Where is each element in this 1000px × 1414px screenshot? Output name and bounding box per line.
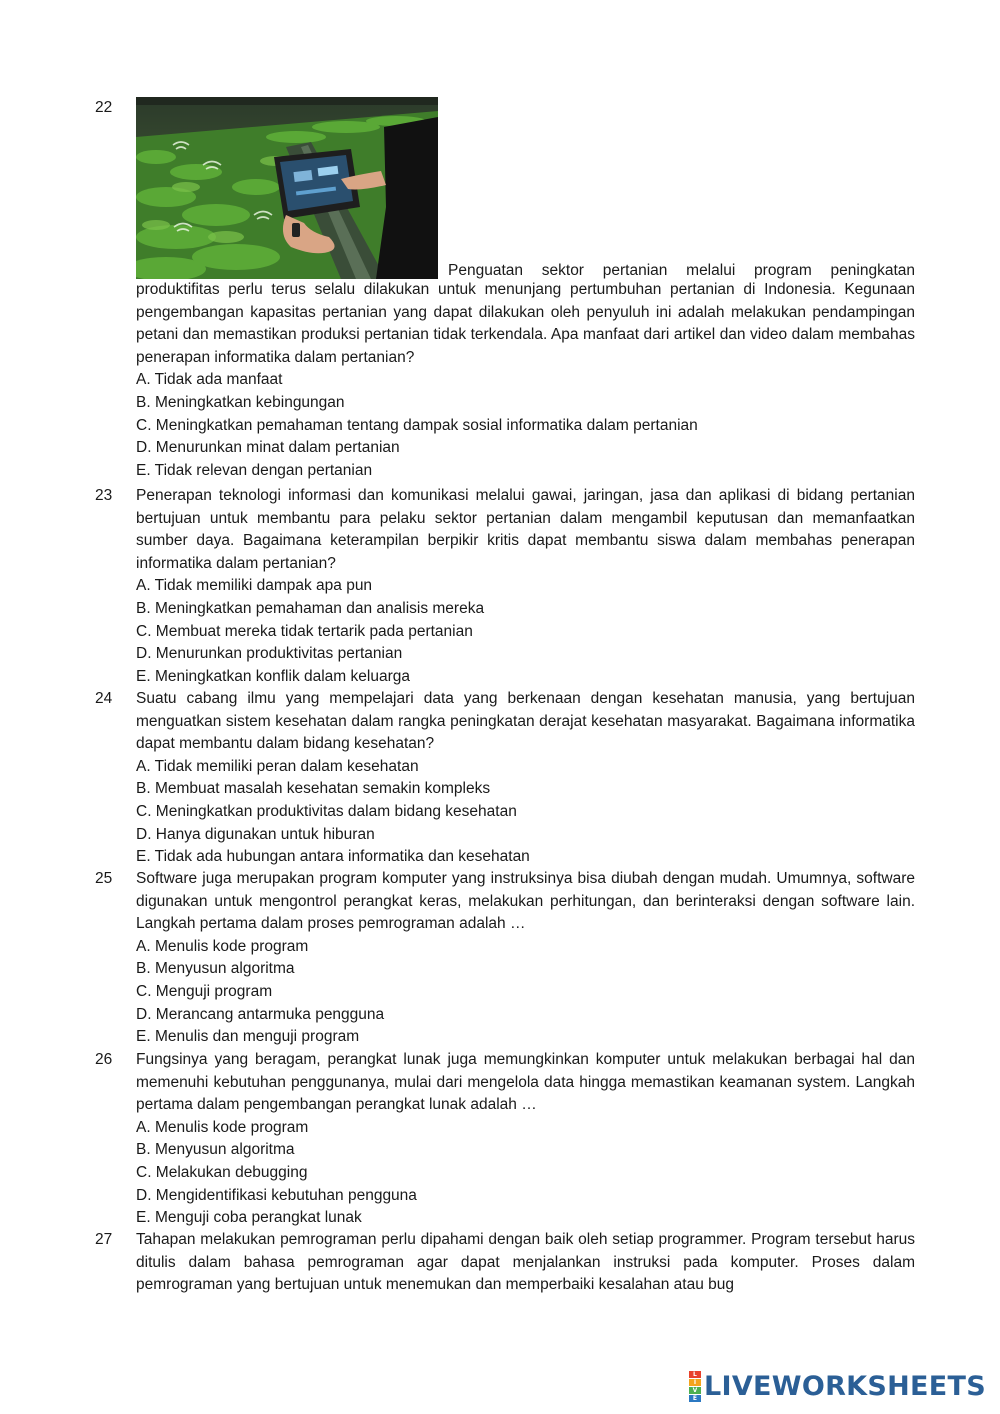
answer-option-a[interactable]: A. Tidak memiliki dampak apa pun (136, 577, 373, 595)
agriculture-tablet-photo (136, 97, 438, 279)
liveworksheets-logo (689, 1371, 986, 1402)
answer-option-b[interactable]: B. Membuat masalah kesehatan semakin kompleks (136, 780, 491, 798)
answer-option-d[interactable]: D. Hanya digunakan untuk hiburan (136, 825, 375, 843)
question-text: Fungsinya yang beragam, perangkat lunak juga memungkinkan komputer untuk melakukan berbagai hal dan memenuhi kebutuhan penggunanya, mulai dari mengelola data hingga memastikan keamanan system. Langkah pertama dalam pengembangan perangkat lunak adalah … (136, 1051, 915, 1114)
question-27 (95, 1229, 915, 1297)
answer-option-e[interactable]: E. Meningkatkan konflik dalam keluarga (136, 667, 410, 685)
answer-option-e[interactable]: E. Tidak relevan dengan pertanian (136, 461, 373, 479)
answer-option-a[interactable]: A. Menulis kode program (136, 1118, 309, 1136)
answer-option-c[interactable]: C. Membuat mereka tidak tertarik pada pertanian (136, 622, 473, 640)
logo-text: LIVEWORKSHEETS (703, 1371, 986, 1402)
answer-option-c[interactable]: C. Melakukan debugging (136, 1163, 308, 1181)
answer-option-d[interactable]: D. Mengidentifikasi kebutuhan pengguna (136, 1186, 417, 1204)
logo-badge-icon: L I V E (689, 1371, 701, 1402)
question-number: 25 (95, 870, 113, 887)
question-text: Tahapan melakukan pemrograman perlu dipahami dengan baik oleh setiap programmer. Program tersebut harus ditulis dalam bahasa pemrograman agar dapat menjalankan instruksi pada komputer. Proses dalam pemrograman yang bertujuan untuk menemukan dan memperbaiki kesalahan atau bug (136, 1231, 915, 1294)
question-number: 27 (95, 1231, 113, 1248)
question-text: produktifitas perlu terus selalu dilakukan untuk menunjang pertumbuhan pertanian di Indonesia. Kegunaan pengembangan kapasitas pertanian yang dapat dilakukan oleh penyuluh ini adalah melakukan pendampingan petani dan memastikan produksi pertanian tidak terkendala. Apa manfaat dari artikel dan video dalam membahas penerapan informatika dalam pertanian? (136, 281, 915, 366)
question-text: Software juga merupakan program komputer yang instruksinya bisa diubah dengan mudah. Umumnya, software digunakan untuk mengontrol perangkat keras, melakukan perhitungan, dan berinteraksi dengan software lain. Langkah pertama dalam proses pemrograman adalah … (136, 870, 915, 933)
question-number: 26 (95, 1051, 113, 1068)
answer-option-e[interactable]: E. Menulis dan menguji program (136, 1028, 360, 1046)
answer-option-d[interactable]: D. Merancang antarmuka pengguna (136, 1005, 385, 1023)
question-25 (95, 868, 915, 1049)
question-22 (95, 97, 915, 482)
question-number: 22 (95, 99, 113, 116)
question-24 (95, 688, 915, 869)
question-text: Suatu cabang ilmu yang mempelajari data yang berkenaan dengan kesehatan manusia, yang bertujuan menguatkan sistem kesehatan dalam rangka peningkatan derajat kesehatan masyarakat. Bagaimana informatika dapat membantu dalam bidang kesehatan? (136, 690, 915, 753)
answer-option-d[interactable]: D. Menurunkan minat dalam pertanian (136, 439, 400, 457)
question-23 (95, 485, 915, 688)
question-26 (95, 1049, 915, 1230)
answer-option-a[interactable]: A. Tidak memiliki peran dalam kesehatan (136, 757, 419, 775)
question-number: 24 (95, 690, 113, 707)
answer-option-b[interactable]: B. Meningkatkan pemahaman dan analisis mereka (136, 599, 485, 617)
answer-option-c[interactable]: C. Meningkatkan produktivitas dalam bidang kesehatan (136, 802, 517, 820)
answer-option-e[interactable]: E. Tidak ada hubungan antara informatika dan kesehatan (136, 848, 530, 866)
answer-option-b[interactable]: B. Menyusun algoritma (136, 1141, 295, 1159)
answer-option-e[interactable]: E. Menguji coba perangkat lunak (136, 1209, 362, 1227)
answer-option-a[interactable]: A. Menulis kode program (136, 937, 309, 955)
answer-option-d[interactable]: D. Menurunkan produktivitas pertanian (136, 645, 403, 663)
answer-option-a[interactable]: A. Tidak ada manfaat (136, 371, 283, 389)
answer-option-c[interactable]: C. Menguji program (136, 982, 273, 1000)
question-lead-text: Penguatan sektor pertanian melalui program peningkatan (448, 262, 915, 280)
answer-option-b[interactable]: B. Menyusun algoritma (136, 960, 295, 978)
answer-option-c[interactable]: C. Meningkatkan pemahaman tentang dampak sosial informatika dalam pertanian (136, 416, 698, 434)
question-number: 23 (95, 487, 113, 504)
answer-option-b[interactable]: B. Meningkatkan kebingungan (136, 393, 345, 411)
question-text: Penerapan teknologi informasi dan komunikasi melalui gawai, jaringan, jasa dan aplikasi di bidang pertanian bertujuan untuk membantu para pelaku sektor pertanian dalam mengambil keputusan dan memanfaatkan sumber daya. Bagaimana keterampilan berpikir kritis dapat membantu siswa dalam membahas penerapan informatika dalam pertanian? (136, 487, 915, 572)
